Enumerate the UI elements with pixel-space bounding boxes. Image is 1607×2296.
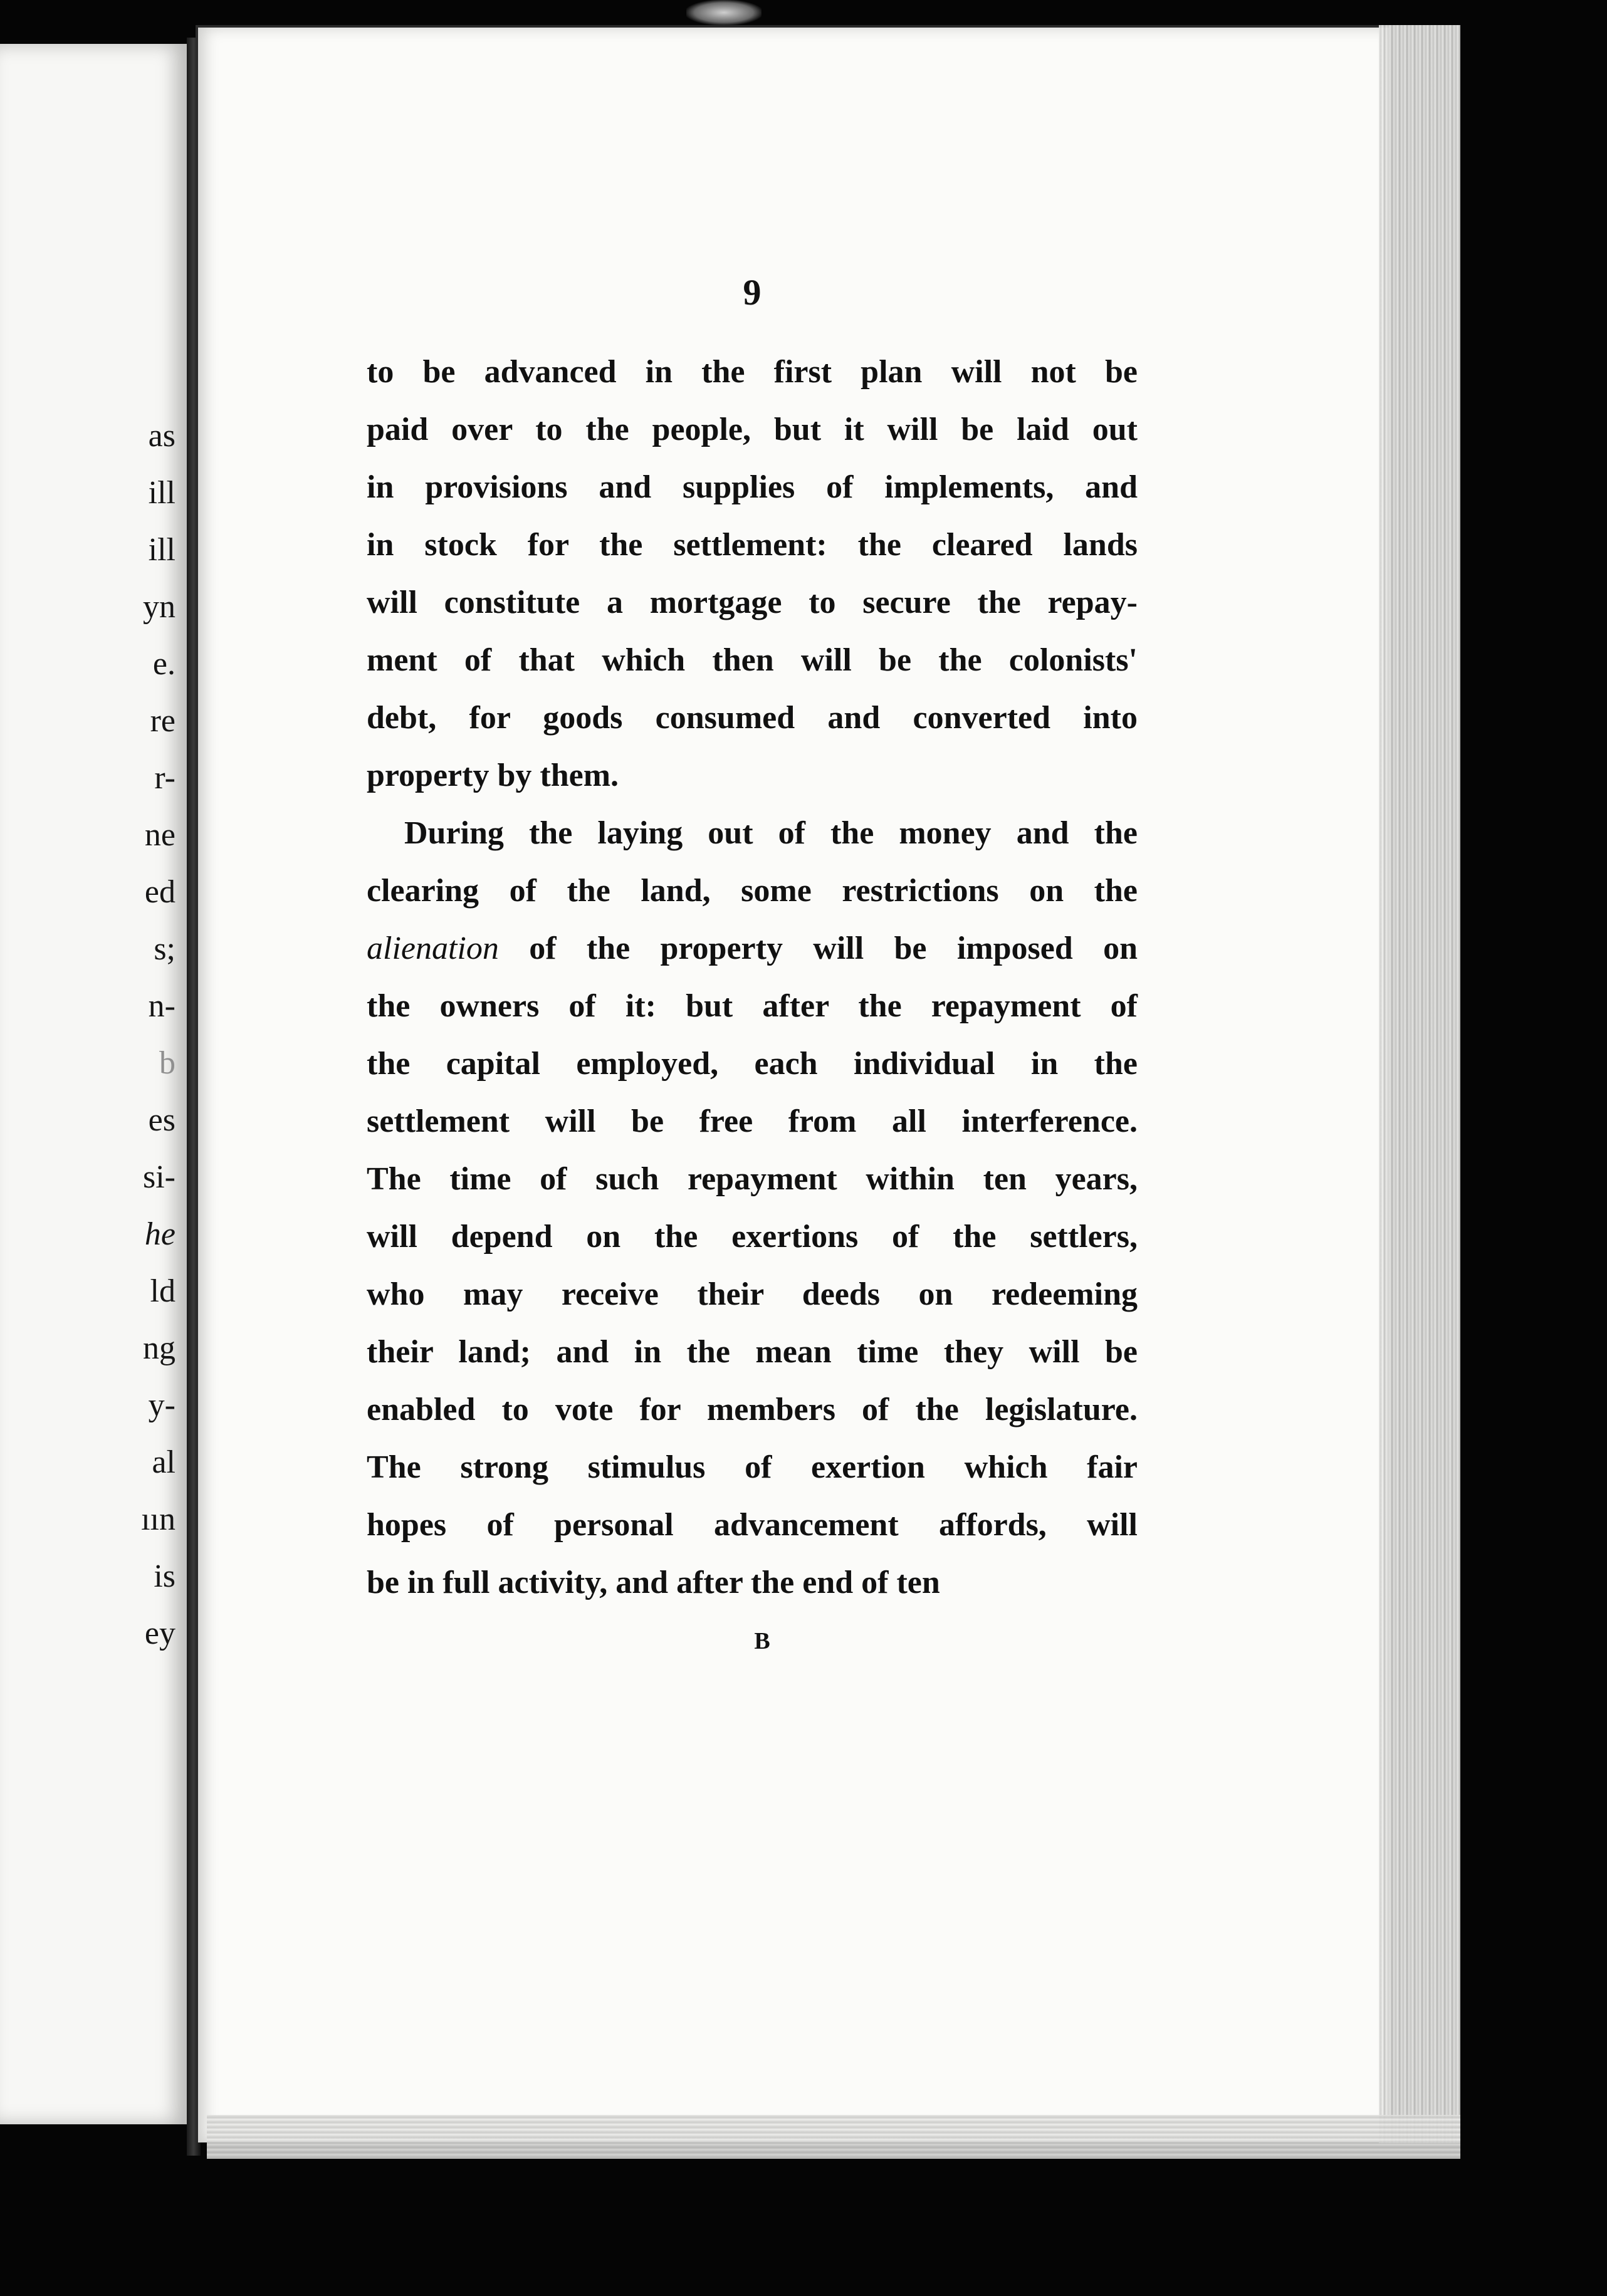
left-page-fragment-text: re [150,703,175,739]
text-line: The time of such repayment within ten years, [367,1161,1138,1197]
left-page-fragment-text: ıın [141,1501,175,1537]
text-line: in stock for the settlement: the cleared lands [367,527,1138,563]
left-page-fragment-text: he [144,1216,175,1252]
text-line-part: of the property will be imposed on [498,931,1138,966]
left-page-fragment-text: es [148,1102,175,1138]
text-line: During the laying out of the money and the [404,815,1138,851]
text-line: The strong stimulus of exertion which fair [367,1449,1138,1485]
left-page-fragment-text: ng [143,1330,175,1366]
left-page-fragment-text: ill [148,475,175,511]
left-page-fragment-text: e. [152,646,175,682]
left-page-fragment-text: y- [148,1387,175,1423]
text-line: hopes of personal advancement affords, will [367,1507,1138,1543]
left-page-fragment-text: s; [154,931,175,967]
left-page-fragment-text: si- [143,1159,175,1195]
page-edge-stack [1379,25,1460,2143]
text-line: in provisions and supplies of implements, and [367,469,1138,505]
text-line: their land; and in the mean time they will be [367,1334,1138,1370]
left-page-fragment-text: b [159,1045,175,1081]
page-number: 9 [743,272,762,313]
left-page-fragment-text: as [148,418,175,454]
scan-blot [686,0,762,25]
signature-mark: B [754,1628,770,1654]
text-line: settlement will be free from all interference. [367,1104,1138,1139]
text-line: debt, for goods consumed and converted into [367,700,1138,736]
left-page-fragment-text: is [154,1558,175,1594]
text-line: clearing of the land, some restrictions on the [367,873,1138,909]
page-bottom-edge [207,2115,1460,2159]
text-line: ment of that which then will be the colonists' [367,642,1138,678]
left-page-fragment-text: al [152,1444,175,1480]
left-page-fragment-text: yn [143,589,175,625]
left-page-fragment-text: ld [150,1273,175,1309]
text-line: enabled to vote for members of the legislature. [367,1392,1138,1427]
text-line: will constitute a mortgage to secure the repay- [367,585,1138,620]
left-page-fragment-text: ed [144,874,175,910]
text-line: the owners of it: but after the repayment of [367,988,1138,1024]
text-line: who may receive their deeds on redeeming [367,1276,1138,1312]
text-line: be in full activity, and after the end of ten [367,1565,940,1600]
left-page-fragment-text: n- [148,988,175,1024]
italic-word: alienation [367,931,499,966]
text-line [367,920,1138,978]
left-page-fragment [0,44,191,2124]
text-line: to be advanced in the first plan will not be [367,354,1138,390]
body-text [367,343,1138,1612]
left-page-fragment-text: ill [148,532,175,568]
text-line: paid over to the people, but it will be laid out [367,412,1138,447]
text-line: the capital employed, each individual in the [367,1046,1138,1082]
left-page-fragment-text: ne [144,817,175,853]
left-page-fragment-text: ey [144,1615,175,1651]
text-line: will depend on the exertions of the settlers, [367,1219,1138,1255]
text-line: property by them. [367,758,619,793]
left-page-fragment-text: r- [154,760,175,796]
